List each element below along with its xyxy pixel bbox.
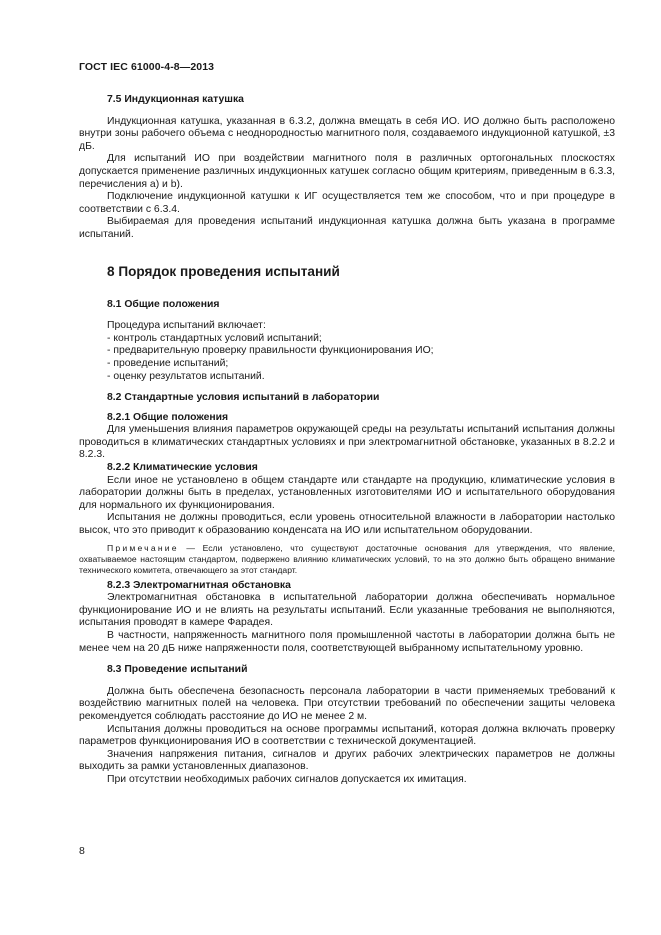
section-8-3-paragraph: Испытания должны проводиться на основе программы испытаний, которая должна включать проверку параметров функционирования ИО в соответствии с технической документацией. [79,723,615,748]
section-8-2-2-paragraph: Если иное не установлено в общем стандарте или стандарте на продукцию, климатические условия в лаборатории должны быть в пределах, установленных изготовителями ИО и испытательного оборудования для нормального их функционирования. [79,474,615,511]
section-8-3-title: 8.3 Проведение испытаний [107,664,248,676]
section-7-5-paragraph: Выбираемая для проведения испытаний индукционная катушка должна быть указана в программе испытаний. [79,216,615,240]
list-item: - контроль стандартных условий испытаний; [107,332,322,344]
standard-header: ГОСТ IEC 61000-4-8—2013 [79,61,215,73]
section-7-5-paragraph: Подключение индукционной катушки к ИГ осуществляется тем же способом, что и при процедуре в соответствии с 6.3.4. [79,191,615,215]
section-8-2-2-title: 8.2.2 Климатические условия [107,462,258,474]
section-8-2-3-paragraph: Электромагнитная обстановка в испытательной лаборатории должна обеспечивать нормальное функционирование ИО и не влиять на результаты испытаний. Если указанные требования не выполняются, испытания проводят в камере Фарадея. [79,592,615,629]
section-8-2-title: 8.2 Стандартные условия испытаний в лаборатории [107,392,380,404]
section-8-2-1-title: 8.2.1 Общие положения [107,411,229,423]
page-content [79,94,615,787]
section-8-1-title: 8.1 Общие положения [107,298,220,310]
section-7-5-paragraph: Для испытаний ИО при воздействии магнитного поля в различных ортогональных плоскостях допускается применение различных индукционных катушек согласно общим критериям, приведенным в 6.3.3, перечисления a) и b). [79,153,615,190]
note-block [79,543,615,576]
list-item: - оценку результатов испытаний. [107,370,265,382]
note-text: — Если установлено, что существуют достаточные основания для утверждения, что явление, охватываемое настоящим стандартом, подвержено влиянию климатических условий, то на это должно быть обращено внимание технического комитета, отвечающего за этот стандарт. [79,542,615,575]
section-8-2-1-paragraph: Для уменьшения влияния параметров окружающей среды на результаты испытаний испытания должны проводиться в климатических стандартных условиях и при электромагнитной обстановке, указанных в 8.2.2 и 8.2.3. [79,424,615,461]
section-8-2-3-title: 8.2.3 Электромагнитная обстановка [107,579,291,591]
page-number: 8 [79,845,85,857]
section-8-title: 8 Порядок проведения испытаний [107,263,340,279]
section-8-1-intro: Процедура испытаний включает: [107,320,266,332]
section-8-2-2-paragraph: Испытания не должны проводиться, если уровень относительной влажности в лаборатории настолько высок, что это приводит к образованию конденсата на ИО или испытательном оборудовании. [79,512,615,537]
section-7-5-title: 7.5 Индукционная катушка [107,94,244,105]
note-label: Примечание [107,542,179,553]
list-item: - проведение испытаний; [107,357,229,369]
list-item: - предварительную проверку правильности функционирования ИО; [107,345,434,357]
section-8-3-paragraph: Значения напряжения питания, сигналов и других рабочих электрических параметров не должны выходить за рамки установленных диапазонов. [79,748,615,773]
section-8-3-paragraph: Должна быть обеспечена безопасность персонала лаборатории в части применяемых требований к воздействию магнитных полей на человека. При отсутствии требований по обеспечении защиты человека рекомендуется соблюдать расстояние до ИО не менее 2 м. [79,685,615,722]
section-8-3-paragraph: При отсутствии необходимых рабочих сигналов допускается их имитация. [107,773,467,785]
section-8-2-3-paragraph: В частности, напряженность магнитного поля промышленной частоты в лаборатории должна быть не менее чем на 20 дБ ниже напряженности поля, соответствующей выбранному испытательному уровню. [79,630,615,654]
section-7-5-paragraph: Индукционная катушка, указанная в 6.3.2, должна вмещать в себя ИО. ИО должно быть расположено внутри зоны рабочего объема с неоднородностью магнитного поля, создаваемого индукционной катушкой, ±3 дБ. [79,115,615,152]
